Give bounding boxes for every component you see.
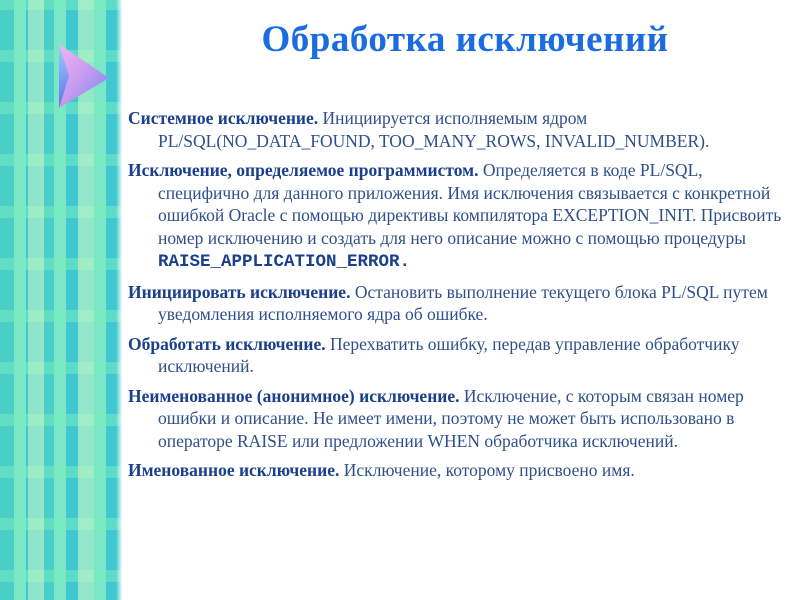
definition-text: Перехватить ошибку, передав управление обработчику исключений. — [158, 333, 740, 376]
definition-term: Неименованное (анонимное) исключение — [128, 385, 456, 406]
definition-text: Исключение, с которым связан номер ошибки и описание. Не имеет имени, поэтому не может быть использовано в операторе RAISE или предложении WHEN обработчика исключений. — [158, 385, 744, 451]
definition-term: Системное исключение — [128, 108, 314, 128]
definition-item — [128, 281, 788, 326]
term-separator: . — [321, 333, 326, 354]
definition-item — [128, 159, 788, 274]
definition-term: Исключение, определяемое программистом — [128, 160, 475, 180]
definition-text: Исключение, которому присвоено имя. — [339, 460, 635, 480]
term-separator: . — [334, 460, 340, 480]
definition-item — [128, 107, 788, 152]
definition-item — [128, 385, 788, 453]
code-identifier: RAISE_APPLICATION_ERROR. — [158, 252, 411, 272]
term-separator: . — [455, 385, 460, 406]
definition-list — [128, 107, 788, 489]
definition-term: Инициировать исключение. — [128, 281, 351, 302]
definition-item — [128, 459, 788, 482]
triangle-gradient-icon — [55, 42, 111, 110]
definition-text: Инициируется исполняемым ядром PL/SQL(NO_DATA_FOUND, TOO_MANY_ROWS, INVALID_NUMBER). — [158, 108, 710, 151]
definition-term: Именованное исключение — [128, 460, 335, 480]
term-separator: . — [313, 108, 319, 128]
definition-term: Обработать исключение — [128, 333, 322, 354]
definition-text: Определяется в коде PL/SQL, специфично для данного приложения. Имя исключения связывается с конкретной ошибкой Oracle с помощью директивы компилятора EXCEPTION_INIT. Присвоить номер исключению и создать для него описание можно с помощью процедуры — [158, 160, 782, 248]
definition-text: Остановить выполнение текущего блока PL/SQL путем уведомления исполняемого ядра об ошибке. — [158, 281, 768, 324]
slide-title: Обработка исключений — [261, 19, 669, 60]
term-separator: . — [474, 160, 479, 180]
definition-item — [128, 333, 788, 378]
